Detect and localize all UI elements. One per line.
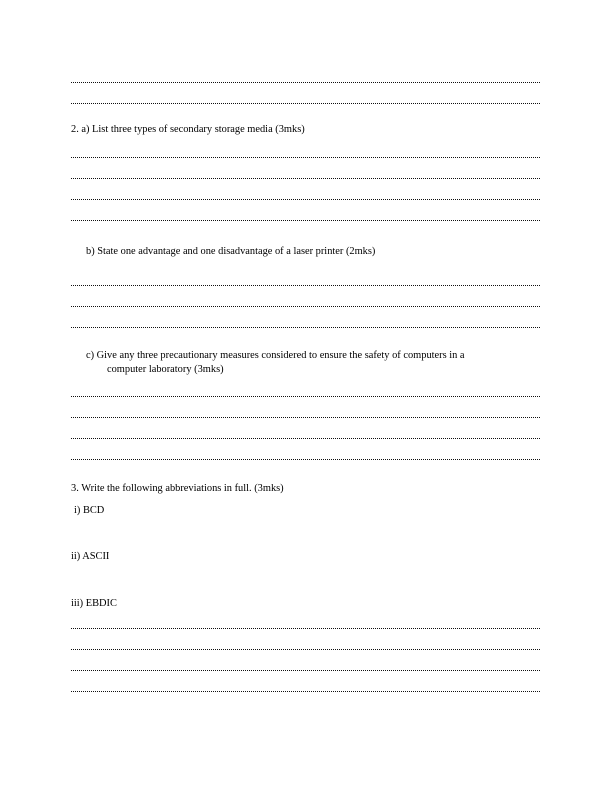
answer-line[interactable] xyxy=(71,649,540,650)
abbrev-item-ascii: ii) ASCII xyxy=(71,551,110,562)
abbrev-item-ebdic: iii) EBDIC xyxy=(71,598,117,609)
answer-line[interactable] xyxy=(71,199,540,200)
question-2c-line2: computer laboratory (3mks) xyxy=(107,364,224,375)
question-2b: b) State one advantage and one disadvantage of a laser printer (2mks) xyxy=(86,246,376,257)
answer-line[interactable] xyxy=(71,306,540,307)
answer-line[interactable] xyxy=(71,417,540,418)
answer-line[interactable] xyxy=(71,157,540,158)
answer-line[interactable] xyxy=(71,178,540,179)
question-3: 3. Write the following abbreviations in full. (3mks) xyxy=(71,483,284,494)
answer-line[interactable] xyxy=(71,459,540,460)
answer-line[interactable] xyxy=(71,285,540,286)
answer-line[interactable] xyxy=(71,396,540,397)
question-2c-line1: c) Give any three precautionary measures considered to ensure the safety of computers in a xyxy=(86,350,465,361)
answer-line[interactable] xyxy=(71,327,540,328)
abbrev-item-bcd: i) BCD xyxy=(74,505,105,516)
answer-line[interactable] xyxy=(71,438,540,439)
answer-line[interactable] xyxy=(71,82,540,83)
answer-line[interactable] xyxy=(71,628,540,629)
answer-line[interactable] xyxy=(71,220,540,221)
answer-line[interactable] xyxy=(71,670,540,671)
question-2a: 2. a) List three types of secondary storage media (3mks) xyxy=(71,124,305,135)
answer-line[interactable] xyxy=(71,691,540,692)
answer-line[interactable] xyxy=(71,103,540,104)
